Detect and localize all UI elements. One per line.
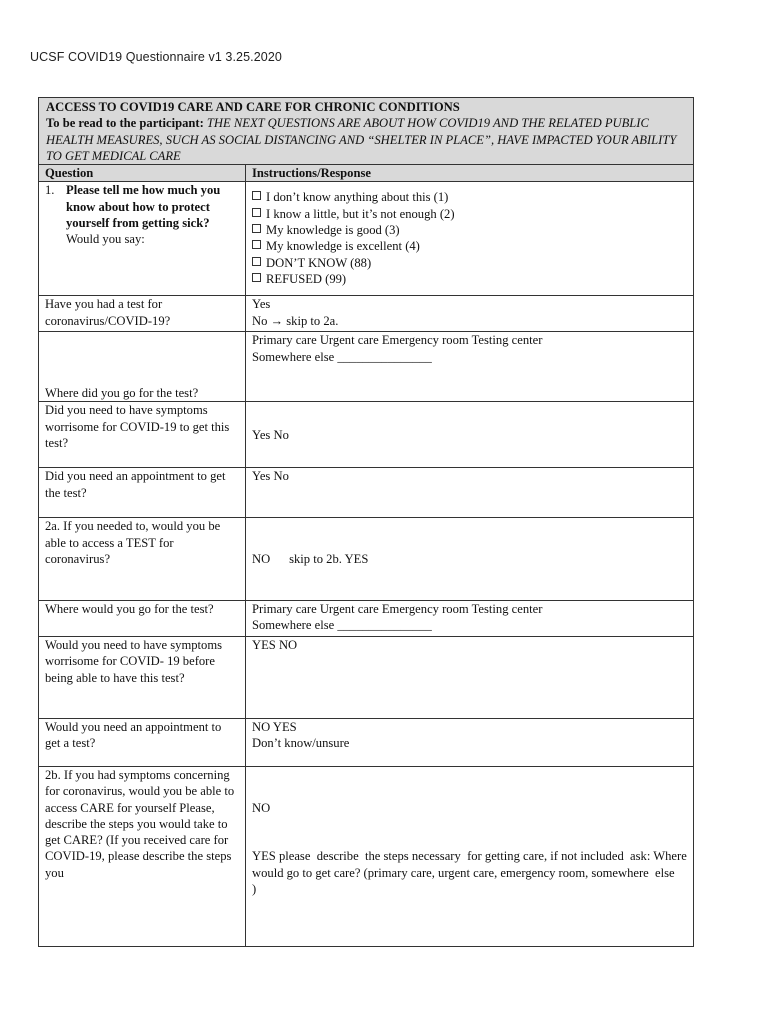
question-6-response bbox=[246, 518, 694, 600]
question-1-cell bbox=[39, 182, 246, 296]
question-9-response bbox=[246, 718, 694, 766]
option-5: DON’T KNOW (88) bbox=[252, 255, 687, 271]
question-4-text: Did you need to have symptoms worrisome for COVID-19 to get this test? bbox=[39, 402, 246, 468]
column-header-row bbox=[39, 165, 694, 182]
response-yes-describe: YES please describe the steps necessary for getting care, if not included ask: Where would go to get care? (primary care, urgent care, emergency room, somewhere else ) bbox=[252, 849, 710, 897]
question-9-text: Would you need an appointment to get a test? bbox=[39, 718, 246, 766]
question-6-text: 2a. If you needed to, would you be able to access a TEST for coronavirus? bbox=[39, 518, 246, 600]
option-3: My knowledge is good (3) bbox=[252, 222, 687, 238]
option-1: I don’t know anything about this (1) bbox=[252, 189, 687, 205]
question-row-1 bbox=[39, 182, 694, 296]
response-locations: Primary care Urgent care Emergency room Testing center bbox=[252, 333, 543, 348]
section-title: ACCESS TO COVID19 CARE AND CARE FOR CHRONIC CONDITIONS bbox=[46, 100, 460, 114]
question-row-6 bbox=[39, 518, 694, 600]
response-locations: Primary care Urgent care Emergency room Testing center bbox=[252, 601, 543, 616]
question-5-response bbox=[246, 468, 694, 518]
checkbox-icon bbox=[252, 191, 261, 200]
question-row-2 bbox=[39, 296, 694, 332]
question-3-response bbox=[246, 332, 694, 402]
response-no-yes: NO YES bbox=[252, 719, 297, 734]
question-1-tail: Would you say: bbox=[66, 232, 145, 247]
question-row-8 bbox=[39, 636, 694, 718]
response-yes: Yes bbox=[252, 297, 271, 312]
response-no-skip-yes: NO skip to 2b. YES bbox=[252, 552, 369, 567]
question-5-text: Did you need an appointment to get the test? bbox=[39, 468, 246, 518]
section-banner-row bbox=[39, 98, 694, 165]
question-8-text: Would you need to have symptoms worrisome for COVID- 19 before being able to have this test? bbox=[39, 636, 246, 718]
checkbox-icon bbox=[252, 224, 261, 233]
response-dont-know: Don’t know/unsure bbox=[252, 736, 350, 751]
question-row-7 bbox=[39, 600, 694, 636]
lead-bold: To be read to the participant: bbox=[46, 116, 204, 131]
question-4-response bbox=[246, 402, 694, 468]
question-row-4 bbox=[39, 402, 694, 468]
question-10-text: 2b. If you had symptoms concerning for coronavirus, would you be able to access CARE for yourself Please, describe the steps you would take to get CARE? (If you received care for COVID-19, please describe the steps you bbox=[39, 766, 246, 946]
response-yes-no: Yes No bbox=[252, 469, 289, 484]
response-yes-no: Yes No bbox=[252, 427, 289, 442]
question-1-bold: Please tell me how much you know about how to protect yourself from getting sick? bbox=[66, 183, 221, 231]
lead-italic: THE NEXT QUESTIONS ARE ABOUT HOW COVID19 AND THE RELATED PUBLIC HEALTH MEASURES, SUCH AS SOCIAL DISTANCING AND “SHELTER IN PLACE”, HAVE IMPACTED YOUR ABILITY TO GET MEDICAL CARE bbox=[46, 116, 677, 163]
response-yes-no: YES NO bbox=[252, 637, 298, 652]
response-no: NO bbox=[252, 800, 271, 815]
question-1-response bbox=[246, 182, 694, 296]
question-row-9 bbox=[39, 718, 694, 766]
column-header-question: Question bbox=[39, 165, 246, 182]
checkbox-icon bbox=[252, 240, 261, 249]
question-8-response bbox=[246, 636, 694, 718]
checkbox-icon bbox=[252, 257, 261, 266]
option-6: REFUSED (99) bbox=[252, 271, 687, 287]
question-7-text: Where would you go for the test? bbox=[39, 600, 246, 636]
option-4: My knowledge is excellent (4) bbox=[252, 238, 687, 254]
question-7-response bbox=[246, 600, 694, 636]
response-somewhere-else: Somewhere else _______________ bbox=[252, 618, 432, 633]
document-header: UCSF COVID19 Questionnaire v1 3.25.2020 bbox=[30, 50, 282, 64]
question-row-5 bbox=[39, 468, 694, 518]
checkbox-icon bbox=[252, 208, 261, 217]
questionnaire-table bbox=[38, 97, 710, 947]
question-2-response bbox=[246, 296, 694, 332]
question-1-number: 1. bbox=[45, 183, 55, 198]
response-no-skip: No → skip to 2a. bbox=[252, 313, 339, 328]
question-row-3 bbox=[39, 332, 694, 402]
option-2: I know a little, but it’s not enough (2) bbox=[252, 206, 687, 222]
column-header-response: Instructions/Response bbox=[246, 165, 694, 182]
question-row-10 bbox=[39, 766, 694, 946]
checkbox-icon bbox=[252, 273, 261, 282]
question-2-text: Have you had a test for coronavirus/COVID-19? bbox=[39, 296, 246, 332]
response-somewhere-else: Somewhere else _______________ bbox=[252, 349, 432, 364]
question-10-response bbox=[246, 766, 710, 946]
section-lead bbox=[46, 115, 686, 164]
question-3-text: Where did you go for the test? bbox=[45, 386, 199, 401]
section-banner bbox=[39, 98, 694, 165]
question-3-cell bbox=[39, 332, 246, 402]
